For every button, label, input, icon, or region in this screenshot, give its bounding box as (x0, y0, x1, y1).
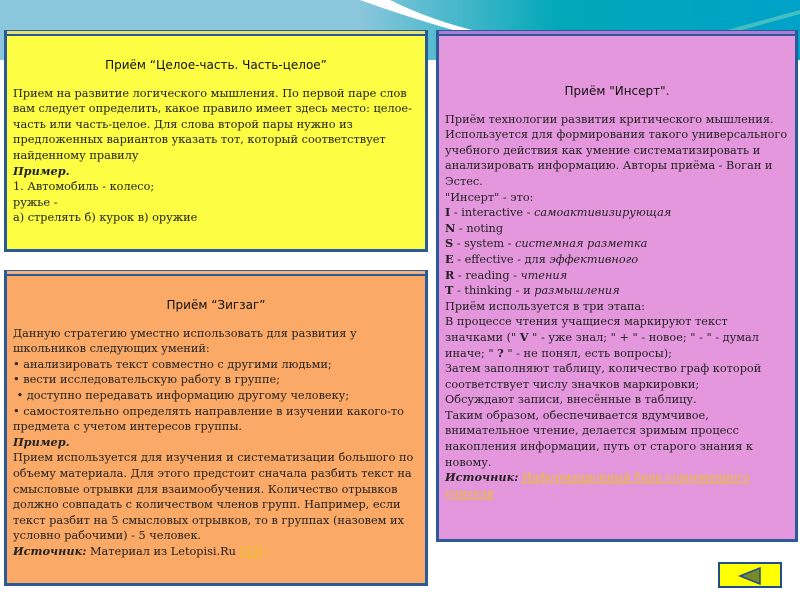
source-line (13, 544, 419, 560)
source-link[interactable]: [33] (239, 544, 263, 558)
mark-question: ? (497, 345, 504, 360)
conclusion: Таким образом, обеспечивается вдумчивое, внимательное чтение, делается зримым процесс накопления информации, путь от старого знания к новому. (445, 408, 753, 469)
letter: S (445, 236, 454, 251)
mark-v: V (519, 329, 529, 344)
whole-part-panel (4, 30, 428, 252)
russian-term: эффективного (549, 252, 639, 266)
insert-letter-row (445, 252, 789, 268)
letter: E (445, 251, 454, 266)
stage-1 (445, 314, 789, 361)
english-term: - reading - (454, 268, 521, 282)
insert-letter-row (445, 283, 789, 299)
bullet-item: • анализировать текст совместно с другими людьми; (13, 357, 332, 371)
stage-text: " - не понял, есть вопросы); (503, 346, 672, 360)
letter: T (445, 283, 454, 298)
zigzag-panel (4, 270, 428, 586)
panel-intro: Данную стратегию уместно использовать для развития у школьников следующих умений: (13, 326, 357, 356)
english-term: - interactive - (450, 206, 535, 220)
triangle-left-icon (738, 566, 764, 586)
example-label: Пример. (13, 434, 70, 449)
panel-description: Прием на развитие логического мышления. По первой паре слов вам следует определить, какое правило имеет здесь место: целое-часть или часть-целое. Для слова второй пары нужно из предложенных вариантов указать тот, который соответствует найденному правилу (13, 86, 412, 162)
russian-term: размышления (534, 284, 620, 298)
english-term: - effective - для (453, 252, 550, 266)
bullet-item: • доступно передавать информацию другому человеку; (13, 388, 350, 402)
english-term: - system - (453, 237, 516, 251)
insert-letter-row (445, 268, 789, 284)
russian-term: системная разметка (515, 237, 648, 251)
example-label: Пример. (13, 163, 70, 178)
example-line: 1. Автомобиль - колесо; (13, 180, 155, 194)
source-link[interactable]: Информационный банк современного учителя (445, 471, 750, 500)
panel-title: Приём “Зигзаг” (166, 298, 266, 312)
panel-intro: Приём технологии развития критического мышления. Используется для формирования такого универсального учебного действия как умение систематизировать и анализировать информацию. Авторы приёма - Воган и Эстес. (445, 112, 788, 188)
source-line (445, 470, 789, 501)
example-line: а) стрелять б) курок в) оружие (13, 211, 198, 225)
stages-intro: Приём используется в три этапа: (445, 299, 645, 313)
back-button[interactable] (718, 562, 782, 588)
example-text: Прием используется для изучения и систематизации большого по объему материала. Для этого предстоит сначала разбить текст на смысловые отрывки для взаимообучения. Количество отрывков должно совпадать с количеством членов групп. Например, если текст разбит на 5 смысловых отрывков, то в группах (назовем их условно рабочими) - 5 человек. (13, 451, 414, 543)
insert-panel (436, 30, 798, 542)
panel-title: Приём "Инсерт". (564, 84, 670, 98)
panel-stripe (7, 31, 425, 34)
stage-2: Затем заполняют таблицу, количество граф которой соответствует числу значков маркировки; (445, 362, 762, 391)
letter: I (445, 205, 451, 220)
stage-text: В процессе чтения учащиеся маркируют текст значками (" (445, 315, 728, 344)
source-label: Источник: (13, 543, 87, 558)
russian-term: чтения (520, 268, 568, 282)
russian-term: самоактивизирующая (534, 206, 672, 220)
insert-definition: "Инсерт" - это: (445, 190, 534, 204)
panel-stripe (7, 271, 425, 274)
english-term: - thinking - и (453, 284, 535, 298)
letter: N (445, 220, 456, 235)
letter: R (445, 267, 455, 282)
stage-3: Обсуждают записи, внесённые в таблицу. (445, 393, 697, 407)
insert-letter-row (445, 221, 789, 237)
source-text: Материал из Letopisi.Ru (86, 544, 240, 558)
bullet-item: • вести исследовательскую работу в группе; (13, 373, 280, 387)
english-term: - noting (455, 221, 504, 235)
stage-text: " - уже знал; " + " - новое; " - " - думал иначе; " (445, 330, 759, 360)
source-label: Источник: (445, 470, 519, 485)
panel-stripe (439, 31, 795, 34)
panel-title: Приём “Целое-часть. Часть-целое” (105, 58, 327, 72)
insert-letter-row (445, 205, 789, 221)
example-line: ружье - (13, 195, 58, 209)
insert-letter-row (445, 236, 789, 252)
bullet-item: • самостоятельно определять направление в изучении какого-то предмета с учетом интересов группы. (13, 404, 404, 434)
